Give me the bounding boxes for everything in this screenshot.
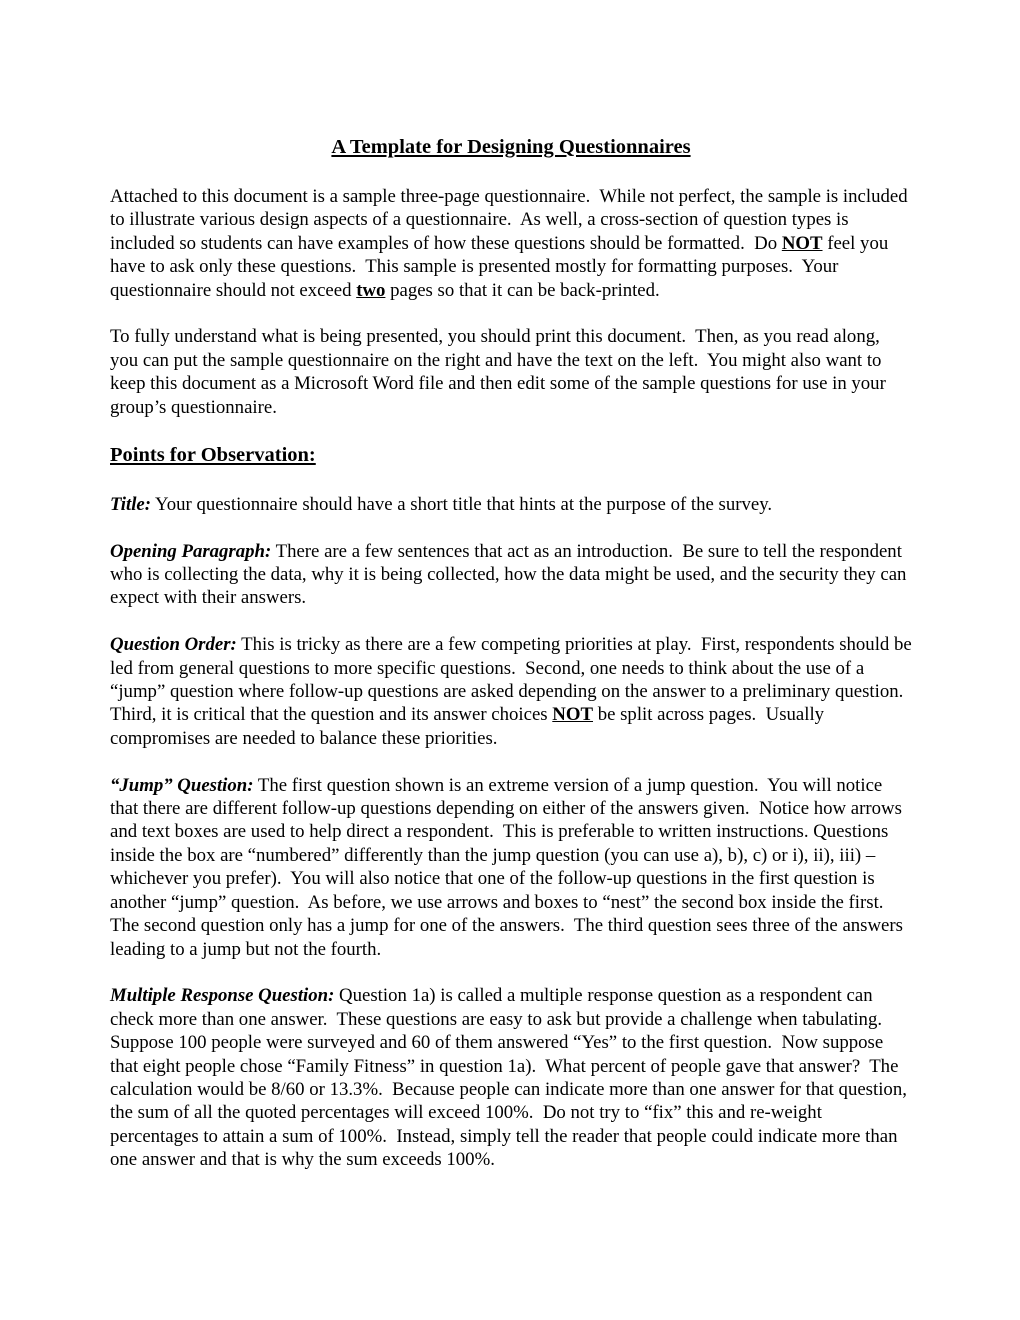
section-heading-points-for-observation	[110, 442, 912, 469]
text-run: Title:	[110, 493, 152, 515]
text-run: NOT	[781, 232, 823, 254]
text-run: feel you have to ask only these questions. This sample is presented mostly for formatting purposes. Your questionnaire should not exceed	[110, 232, 893, 301]
text-run: Your questionnaire should have a short title that hints at the purpose of the survey.	[151, 493, 773, 515]
text-run: NOT	[552, 704, 593, 726]
paragraph-title-point	[110, 493, 912, 516]
text-run: be split across pages. Usually compromises are needed to balance these priorities.	[110, 704, 829, 749]
text-run: Attached to this document is a sample three-page questionnaire. While not perfect, the sample is included to illustrate various design aspects of a questionnaire. As well, a cross-section of question types is included so students can have examples of how these questions should be formatted. Do	[110, 186, 913, 254]
paragraph-opening-paragraph-point	[110, 540, 912, 610]
paragraph-jump-question-point	[110, 774, 912, 961]
text-run: Question 1a) is called a multiple response question as a respondent can check more than one answer. These questions are easy to ask but provide a challenge when tabulating. Suppose 100 people were surveyed and 60 of them answered “Yes” to the first question. Now suppose that eight people chose “Family Fitness” in question 1a). What percent of people gave that answer? The calculation would be 8/60 or 13.3%. Because people can indicate more than one answer for that question, the sum of all the quoted percentages will exceed 100%. Do not try to “fix” this and re-weight percentages to attain a sum of 100%. Instead, simply tell the reader that people could indicate more than one answer and that is why the sum exceeds 100%.	[110, 985, 912, 1171]
text-run: Question Order:	[110, 634, 237, 656]
text-run: two	[356, 279, 386, 301]
paragraph-multiple-response-point	[110, 984, 912, 1171]
print-instructions-paragraph	[110, 325, 912, 419]
document-body	[110, 132, 917, 1195]
text-run: To fully understand what is being presented, you should print this document. Then, as you read along, you can put the sample questionnaire on the right and have the text on the left. You might also want to keep this document as a Microsoft Word file and then edit some of the sample questions for use in your group’s questionnaire.	[110, 326, 891, 418]
text-run: This is tricky as there are a few competing priorities at play. First, respondents should be led from general questions to more specific questions. Second, one needs to think about the use of a “jump” question where follow-up questions are asked depending on the answer to a preliminary question. Third, it is critical that the question and its answer choices	[110, 634, 917, 726]
text-run: Points for Observation:	[110, 444, 316, 467]
page-title: A Template for Designing Questionnaires	[331, 136, 691, 158]
text-run: Multiple Response Question:	[110, 985, 335, 1007]
text-run: “Jump” Question:	[110, 774, 254, 796]
intro-paragraph	[110, 185, 912, 302]
text-run: Opening Paragraph:	[110, 540, 272, 562]
text-run: pages so that it can be back-printed.	[385, 279, 660, 301]
text-run: The first question shown is an extreme version of a jump question. You will notice that there are different follow-up questions depending on either of the answers given. Notice how arrows and text boxes are used to help direct a respondent. This is preferable to written instructions. Questions inside the box are “numbered” differently than the jump question (you can use a), b), c) or i), ii), iii) – whichever you prefer). You will also notice that one of the follow-up questions in the first question is another “jump” question. As before, we use arrows and boxes to “nest” the second box inside the first. The second question only has a jump for one of the answers. The third question sees three of the answers leading to a jump but not the fourth.	[110, 774, 908, 960]
paragraph-question-order-point	[110, 633, 917, 750]
text-run: There are a few sentences that act as an introduction. Be sure to tell the respondent who is collecting the data, why it is being collected, how the data might be used, and the security they can expect with their answers.	[110, 540, 912, 609]
